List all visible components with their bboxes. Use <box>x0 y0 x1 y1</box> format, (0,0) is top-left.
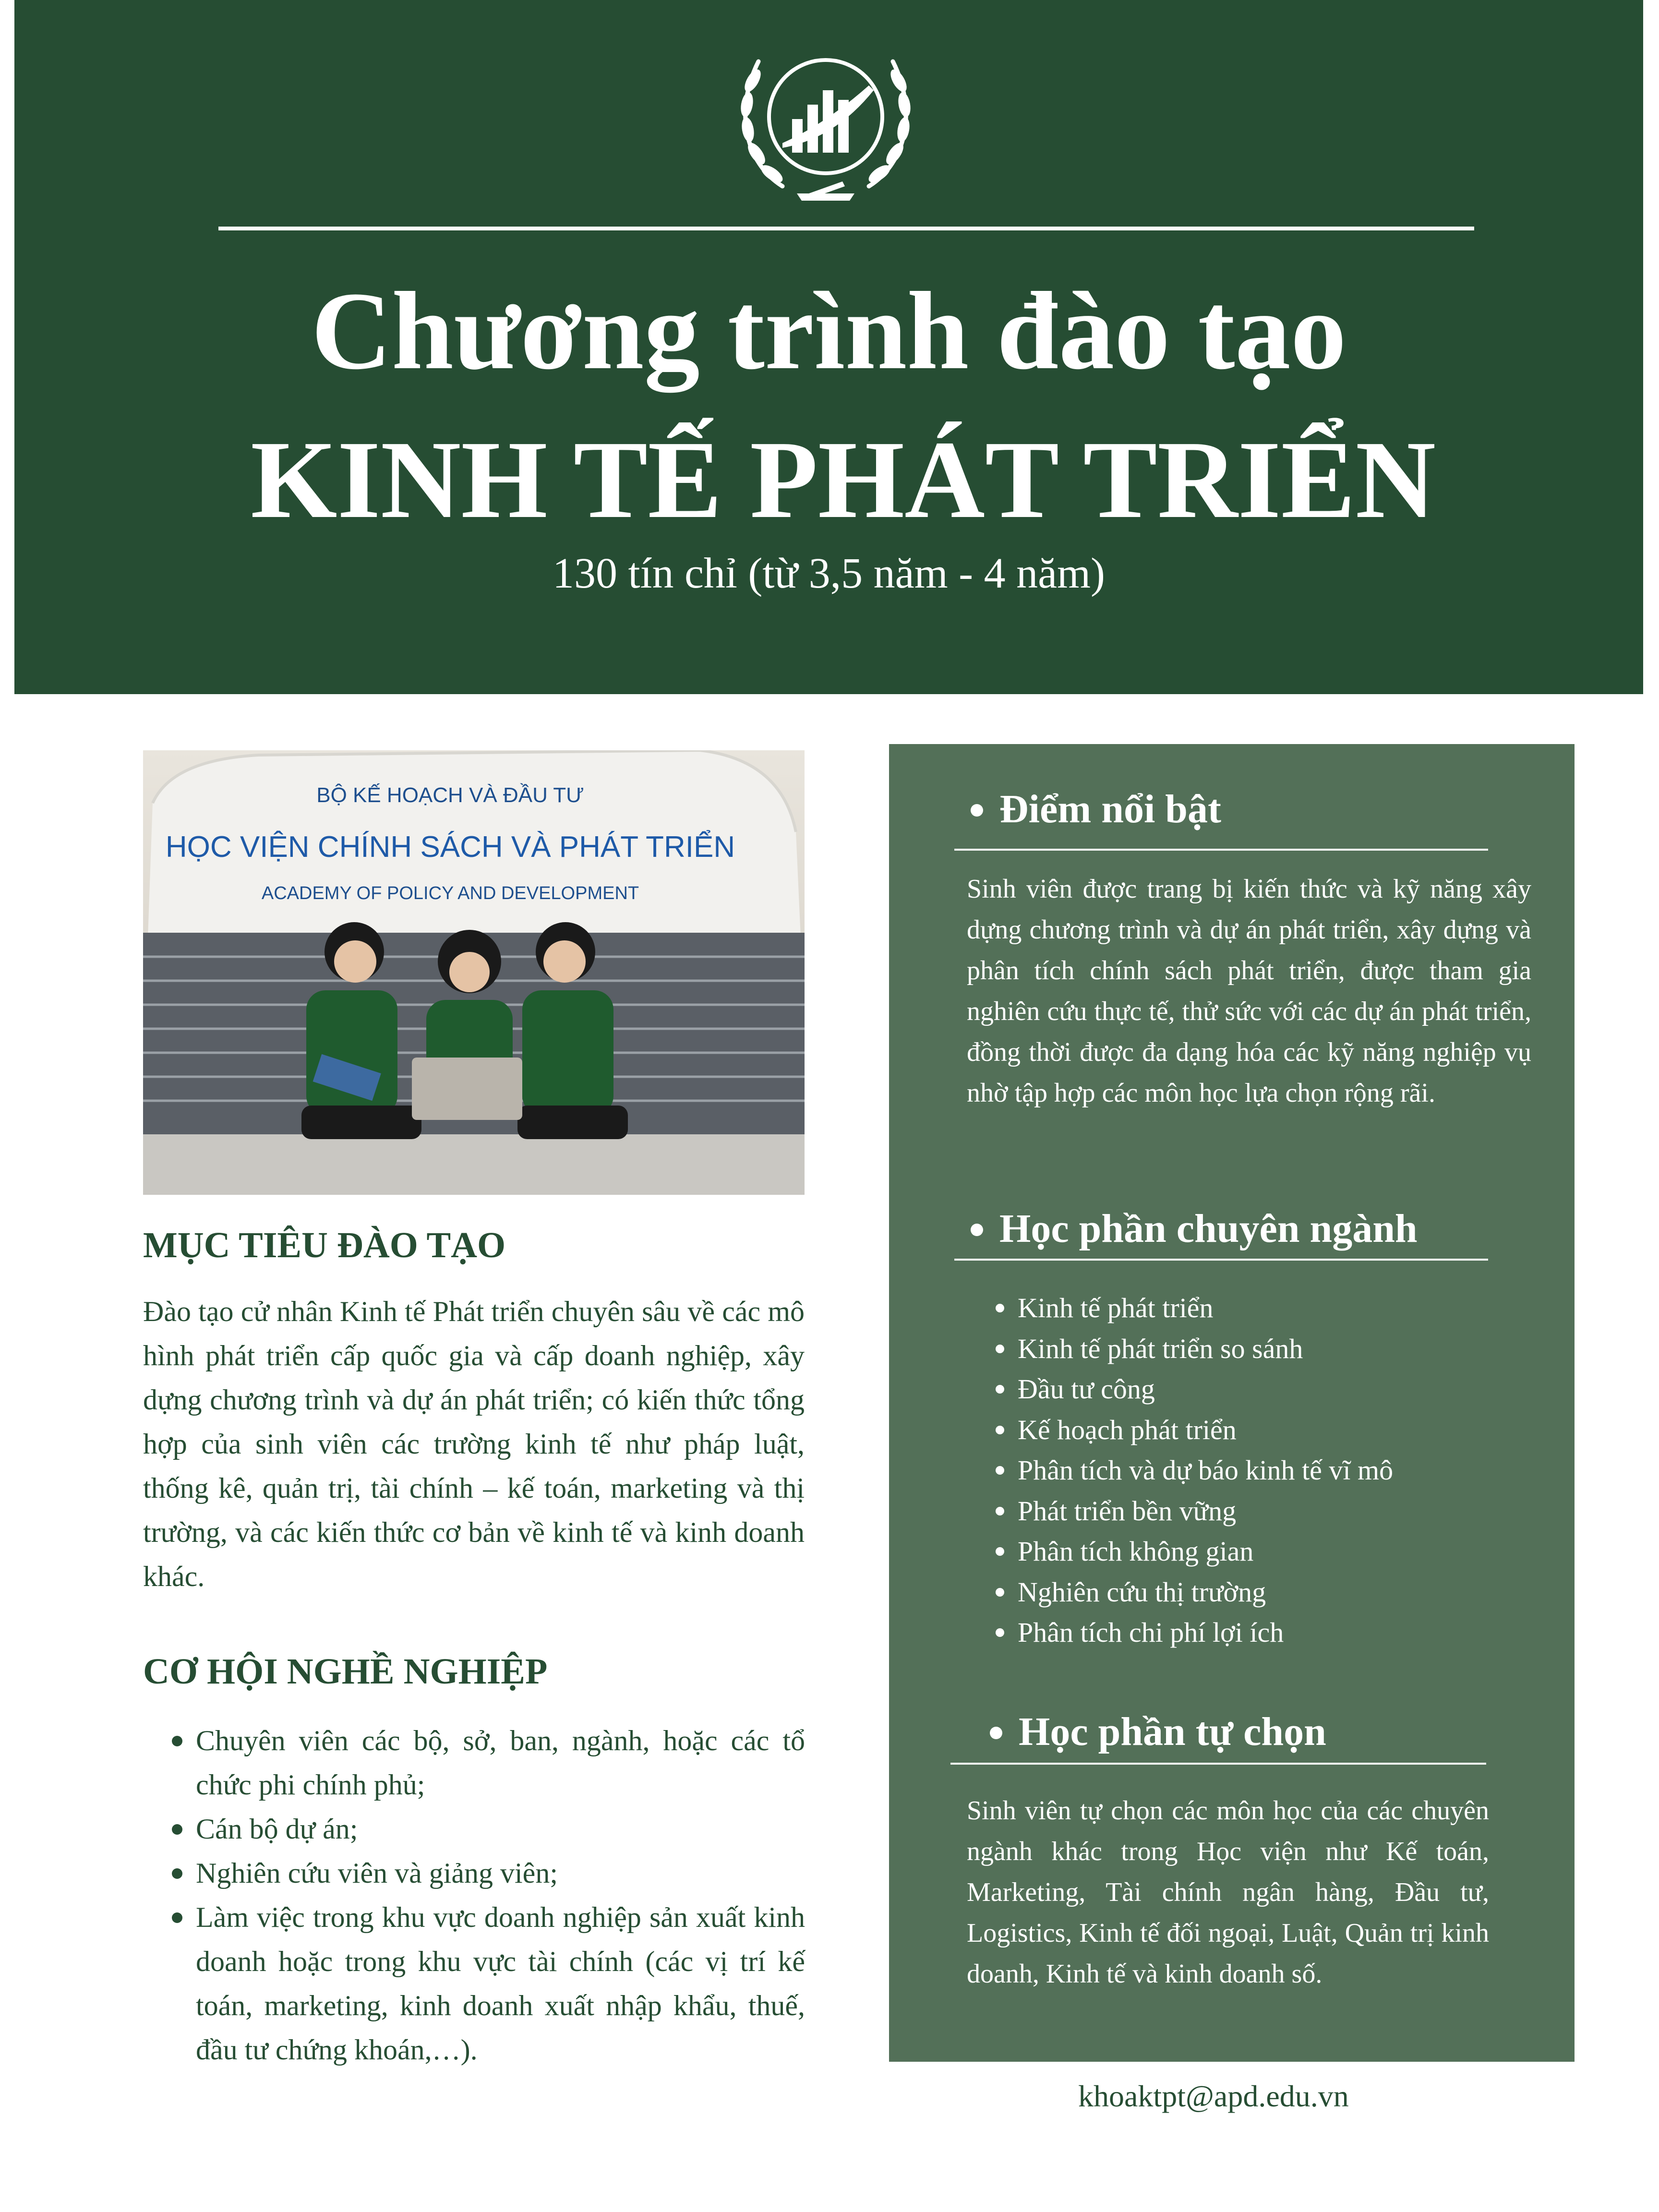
list-item: Kinh tế phát triển so sánh <box>996 1329 1393 1370</box>
major-courses-divider <box>954 1259 1488 1261</box>
highlights-text: Sinh viên được trang bị kiến thức và kỹ năng xây dựng chương trình và dự án phát triển, xây dựng và phân tích chính sách phát triển, được tham gia nghiên cứu thực tế, thử sức với các dự án phát triển, đồng thời được đa dạng hóa các kỹ năng nghiệp vụ nhờ tập hợp các môn học lựa chọn rộng rãi. <box>967 874 1531 1108</box>
header-divider <box>218 227 1474 230</box>
bullet-icon <box>971 1224 983 1236</box>
list-item: Nghiên cứu thị trường <box>996 1572 1393 1613</box>
list-item: Nghiên cứu viên và giảng viên; <box>169 1851 805 1895</box>
highlights-heading: Điểm nổi bật <box>971 785 1221 833</box>
title-line-1: Chương trình đào tạo <box>311 269 1346 393</box>
objectives-text: Đào tạo cử nhân Kinh tế Phát triển chuyên sâu về các mô hình phát triển cấp quốc gia và cấp doanh nghiệp, xây dựng chương trình và dự án phát triển; có kiến thức tổng hợp của sinh viên các trường kinh tế như pháp luật, thống kê, quản trị, tài chính – kế toán, marketing và thị trường, và các kiến thức cơ bản về kinh tế và kinh doanh khác. <box>143 1296 805 1592</box>
credits-subtitle: 130 tín chỉ (từ 3,5 năm - 4 năm) <box>552 550 1106 597</box>
list-item: Làm việc trong khu vực doanh nghiệp sản xuất kinh doanh hoặc trong khu vực tài chính (các vị trí kế toán, marketing, kinh doanh xuất nhập khẩu, thuế, đầu tư chứng khoán,…). <box>169 1895 805 2072</box>
sign-line-1: BỘ KẾ HOẠCH VÀ ĐẦU TƯ <box>316 783 584 807</box>
faculty-logo-icon <box>725 28 926 210</box>
list-item: Chuyên viên các bộ, sở, ban, ngành, hoặc các tổ chức phi chính phủ; <box>169 1719 805 1807</box>
list-item: Đầu tư công <box>996 1369 1393 1410</box>
list-item: Phân tích không gian <box>996 1531 1393 1572</box>
major-courses-list <box>996 1288 1393 1653</box>
major-courses-heading: Học phần chuyên ngành <box>971 1205 1418 1253</box>
highlights-divider <box>954 849 1488 851</box>
sign-line-3: ACADEMY OF POLICY AND DEVELOPMENT <box>261 883 639 903</box>
list-item: Kinh tế phát triển <box>996 1288 1393 1329</box>
electives-heading: Học phần tự chọn <box>990 1708 1326 1756</box>
electives-text: Sinh viên tự chọn các môn học của các chuyên ngành khác trong Học viện như Kế toán, Marketing, Tài chính ngân hàng, Đầu tư, Logistics, Kinh tế đối ngoại, Luật, Quản trị kinh doanh, Kinh tế và kinh doanh số. <box>967 1796 1489 1989</box>
list-item: Phân tích chi phí lợi ích <box>996 1612 1393 1653</box>
objectives-heading: MỤC TIÊU ĐÀO TẠO <box>143 1225 506 1265</box>
list-item: Phát triển bền vững <box>996 1491 1393 1532</box>
electives-divider <box>950 1763 1486 1765</box>
sign-line-2: HỌC VIỆN CHÍNH SÁCH VÀ PHÁT TRIỂN <box>165 830 735 864</box>
campus-photo <box>143 750 805 1195</box>
list-item: Phân tích và dự báo kinh tế vĩ mô <box>996 1450 1393 1491</box>
careers-list <box>169 1719 805 2072</box>
list-item: Kế hoạch phát triển <box>996 1410 1393 1451</box>
title-line-2: KINH TẾ PHÁT TRIỂN <box>251 418 1436 541</box>
list-item: Cán bộ dự án; <box>169 1807 805 1851</box>
bullet-icon <box>990 1727 1002 1739</box>
header-banner <box>14 0 1643 694</box>
bullet-icon <box>971 804 983 817</box>
contact-email[interactable]: khoaktpt@apd.edu.vn <box>1078 2079 1349 2113</box>
careers-heading: CƠ HỘI NGHỀ NGHIỆP <box>143 1651 548 1692</box>
